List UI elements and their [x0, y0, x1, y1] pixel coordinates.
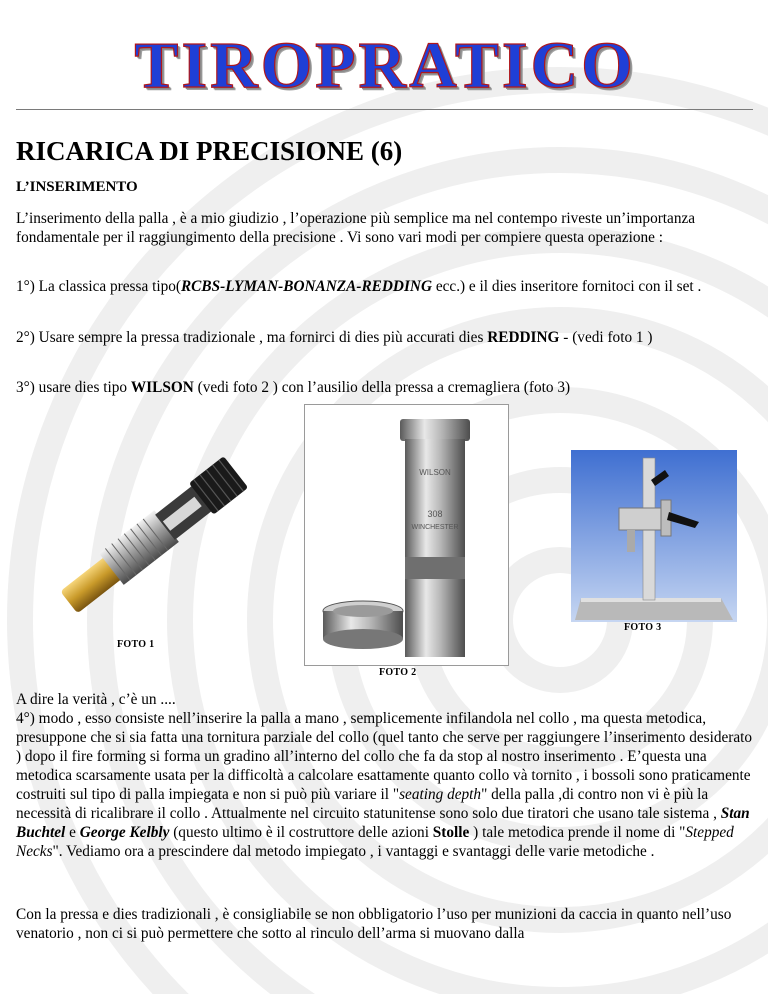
intro-paragraph: L’inserimento della palla , è a mio giudizio , l’operazione più semplice ma nel contempo riveste un’importanza fondamentale per il raggiungimento della precisione . Vi sono vari modi per compiere questa operazione : [16, 210, 696, 246]
svg-text:WINCHESTER: WINCHESTER [411, 524, 459, 531]
logo-text: TIROPRATICO [134, 29, 636, 102]
photo-2-caption: FOTO 2 [379, 667, 417, 678]
site-logo [100, 30, 670, 102]
photo-3-arbor-press [571, 450, 737, 622]
photo-3-caption: FOTO 3 [624, 622, 662, 633]
photo-1-redding-die [21, 439, 279, 639]
redding-die-image [21, 439, 279, 639]
method-4-paragraph: A dire la verità , c’è un .... 4°) modo , esso consiste nell’inserire la palla a mano , semplicemente infilandola nel collo , ma questa metodica, presuppone che si sia fatta una tornitura parziale del collo (quel tanto che serve per raggiungere l’inserimento desiderato ) dopo il fire forming si forma un gradino all’interno del collo che fa da stop al nostro inserimento . E’questa una metodica scarsamente usata per la difficoltà a calcolare esattamente quanto collo và tornito , i bossoli sono praticamente costruiti sul tipo di palla impiegata e non si può più variare il "seating depth" della palla ,di contro non vi è più la necessità di ricalibrare il collo . Attualmente nel circuito statunitense sono solo due tiratori che usano tale sistema , Stan Buchtel e George Kelbly (questo ultimo è il costruttore delle azioni Stolle ) tale metodica prende il nome di "Stepped Necks". Vediamo ora a prescindere dal metodo impiegato , i vantaggi e svantaggi delle varie metodiche . [16, 691, 753, 860]
section-heading: L’INSERIMENTO [16, 179, 138, 195]
conclusion-paragraph: Con la pressa e dies tradizionali , è consigliabile se non obbligatorio l’uso per munizioni da caccia in quanto nell’uso venatorio , non ci si può permettere che sotto al rinculo dell’arma si muovano dalla [16, 906, 732, 942]
svg-text:WILSON: WILSON [419, 468, 451, 477]
method-2-paragraph: 2°) Usare sempre la pressa tradizionale , ma fornirci di dies più accurati dies REDDING - (vedi foto 1 ) [16, 329, 653, 346]
wilson-die-image [305, 405, 508, 665]
arbor-press-image [571, 450, 737, 622]
photo-2-wilson-die [304, 404, 509, 666]
header-divider [16, 109, 753, 110]
svg-text:308: 308 [427, 509, 443, 519]
article-title: RICARICA DI PRECISIONE (6) [16, 136, 403, 166]
method-3-paragraph: 3°) usare dies tipo WILSON (vedi foto 2 ) con l’ausilio della pressa a cremagliera (foto 3) [16, 379, 571, 396]
method-1-paragraph: 1°) La classica pressa tipo(RCBS-LYMAN-BONANZA-REDDING ecc.) e il dies inseritore fornitoci con il set . [16, 278, 702, 295]
photo-1-caption: FOTO 1 [117, 639, 155, 650]
